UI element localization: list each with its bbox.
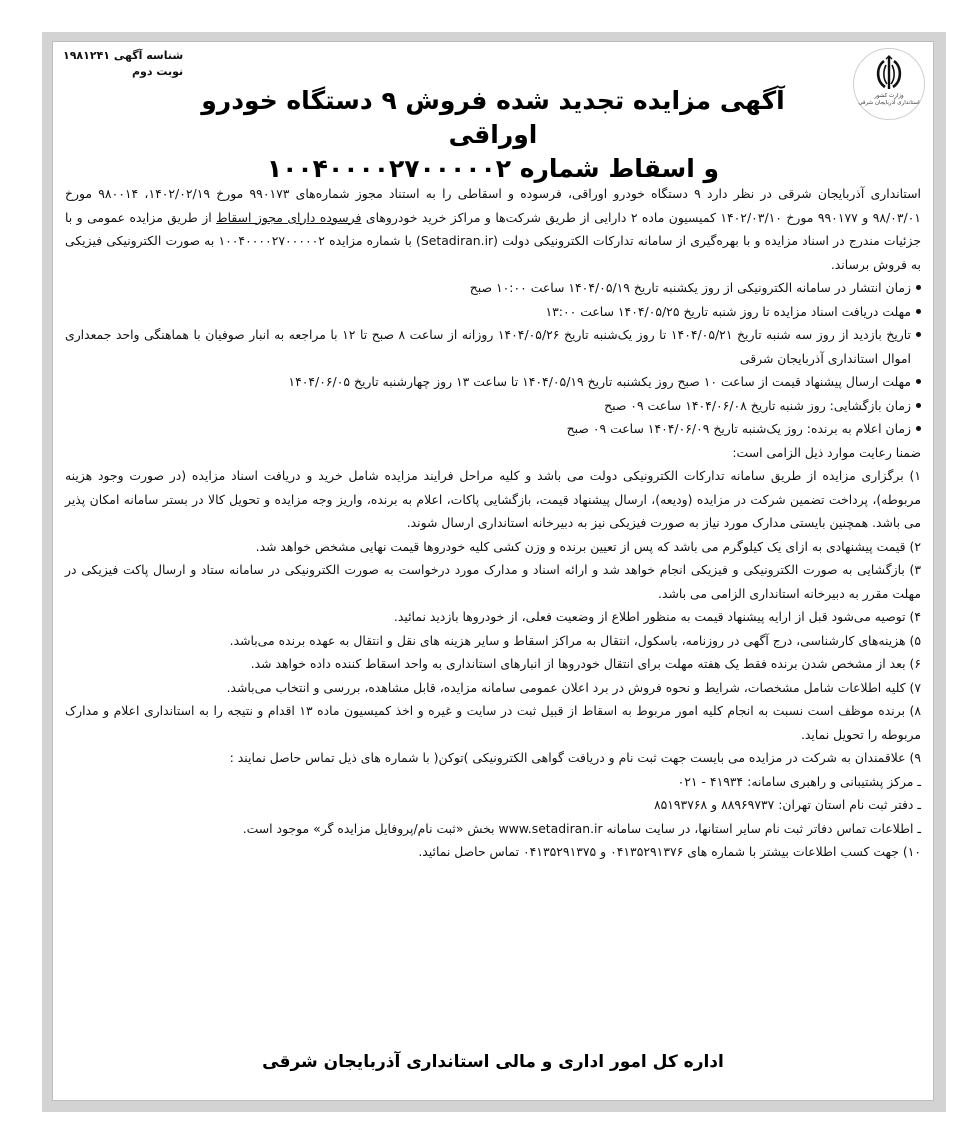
- condition-item: ۴) توصیه می‌شود قبل از ارایه پیشنهاد قیمت به منظور اطلاع از وضعیت فعلی، از خودروها بازدید نمائید.: [393, 609, 921, 624]
- contact-offices: ـ اطلاعات تماس دفاتر ثبت نام سایر استانها، در سایت سامانه www.setadiran.ir بخش «ثبت نام/پروفایل مزایده گر» موجود است.: [242, 820, 921, 836]
- condition-item: ۵) هزینه‌های کارشناسی، درج آگهی در روزنامه، باسکول، انتقال به مراکز اسقاط و سایر هزینه های نقل و انتقال به عهده برنده می‌باشد.: [229, 632, 921, 648]
- schedule-item: زمان اعلام به برنده: روز یک‌شنبه تاریخ ۱۴۰۴/۰۶/۰۹ ساعت ۰۹ صبح: [65, 417, 921, 441]
- contact-support: ـ مرکز پشتیبانی و راهبری سامانه: ۴۱۹۳۴ - ۰۲۱: [677, 773, 921, 789]
- schedule-item: مهلت دریافت اسناد مزایده تا روز شنبه تاریخ ۱۴۰۴/۰۵/۲۵ ساعت ۱۳:۰۰: [65, 300, 921, 324]
- condition-item: ۷) کلیه اطلاعات شامل مشخصات، شرایط و نحوه فروش در برد اعلان عمومی سامانه مزایده، قابل مشاهده، بررسی و انتخاب می‌باشد.: [226, 679, 921, 695]
- conditions-intro: ضمنا رعایت موارد ذیل الزامی است:: [732, 444, 921, 460]
- ad-body: [65, 182, 921, 864]
- intro-site: (Setadiran.ir): [416, 233, 498, 248]
- condition-item: ۱) برگزاری مزایده از طریق سامانه تدارکات الکترونیکی دولت می باشد و کلیه مراحل فرایند مزایده شامل خرید و دریافت اسناد مزایده (در صورت وجود هزینه مربوطه)، پرداخت تضمین شرکت در مزایده (ودیعه)، ارسال پیشنهاد قیمت، بازگشایی پاکات، اعلام به برنده، واریز وجه مزایده و تحویل کالا در بستر سامانه امکان پذیر می باشد. همچنین بایستی مدارک مورد نیاز به صورت فیزیکی نیز به دبیرخانه استانداری ارسال شوند.: [65, 468, 921, 530]
- setadiran-link[interactable]: www.setadiran.ir: [498, 820, 603, 836]
- condition-item: ۹) علاقمندان به شرکت در مزایده می بایست جهت ثبت نام و دریافت گواهی الکترونیکی )توکن( با شماره های ذیل تماس حاصل نمایند :: [229, 750, 921, 765]
- condition-item: ۸) برنده موظف است نسبت به انجام کلیه امور مربوط به اسقاط از قبیل ثبت در سایت و غیره و اخذ کمیسیون ماده ۱۳ اقدام و نتیجه را به استانداری اعلام و مدارک مربوطه را تحویل نماید.: [65, 703, 921, 742]
- intro-underlined: فرسوده دارای مجوز اسقاط: [216, 209, 362, 225]
- ad-id: شناسه آگهی ۱۹۸۱۲۴۱: [63, 49, 184, 62]
- schedule-item: زمان بازگشایی: روز شنبه تاریخ ۱۴۰۴/۰۶/۰۸ ساعت ۰۹ صبح: [65, 394, 921, 418]
- emblem-caption: وزارت کشور استانداری آذربایجان شرقی: [858, 93, 920, 106]
- advertisement-card: [52, 41, 934, 1101]
- title-line-1: آگهی مزایده تجدید شده فروش ۹ دستگاه خودرو اوراقی: [201, 86, 785, 149]
- condition-item: ۲) قیمت پیشنهادی به ازای یک کیلوگرم می باشد که پس از تعیین برنده و وزن کشی کلیه خودروها قیمت نهایی مشخص خواهد شد.: [255, 538, 921, 554]
- ad-meta: [63, 48, 183, 80]
- title-line-2: و اسقاط شماره ۱۰۰۴۰۰۰۰۲۷۰۰۰۰۰۲: [266, 154, 720, 183]
- ad-footer-signature: اداره کل امور اداری و مالی استانداری آذربایجان شرقی: [262, 1052, 724, 1072]
- schedule-item: زمان انتشار در سامانه الکترونیکی از روز یکشنبه تاریخ ۱۴۰۴/۰۵/۱۹ ساعت ۱۰:۰۰ صبح: [65, 276, 921, 300]
- emblem-icon: [873, 55, 905, 91]
- ad-round: نوبت دوم: [131, 65, 184, 78]
- schedule-list: [65, 276, 921, 441]
- schedule-item: تاریخ بازدید از روز سه شنبه تاریخ ۱۴۰۴/۰۵/۲۱ تا روز یک‌شنبه تاریخ ۱۴۰۴/۰۵/۲۶ روزانه از ساعت ۸ صبح تا ۱۲ با مراجعه به انبار صوفیان با هماهنگی واحد جمعداری اموال استانداری آذربایجان شرقی: [65, 323, 921, 370]
- intro-paragraph: استانداری آذربایجان شرقی در نظر دارد ۹ دستگاه خودرو اوراقی، فرسوده و اسقاطی را به استناد مجوز شماره‌های ۹۹۰۱۷۳ مورخ ۱۴۰۲/۰۲/۱۹، ۹۸۰۰۱۴ مورخ ۹۸/۰۳/۰۱ و ۹۹۰۱۷۷ مورخ ۱۴۰۲/۰۳/۱۰ کمیسیون ماده ۲ دارایی از طریق شرکت‌ها و مراکز خرید خودروهای فرسوده دارای مجوز اسقاط از طریق مزایده عمومی و با جزئیات مندرج در اسناد مزایده و با بهره‌گیری از سامانه تدارکات الکترونیکی دولت (Setadiran.ir) با شماره مزایده ۱۰۰۴۰۰۰۰۲۷۰۰۰۰۰۲ به صورت الکترونیکی فیزیکی به فروش برساند.: [65, 186, 921, 272]
- contact-tehran: ـ دفتر ثبت نام استان تهران: ۸۸۹۶۹۷۳۷ و ۸۵۱۹۳۷۶۸: [653, 797, 921, 812]
- condition-item: ۶) بعد از مشخص شدن برنده فقط یک هفته مهلت برای انتقال خودروها از انبارهای استانداری به واحد اسقاط کننده داده خواهد شد.: [250, 656, 921, 671]
- condition-item-10: ۱۰) جهت کسب اطلاعات بیشتر با شماره های ۰۴۱۳۵۲۹۱۳۷۶ و ۰۴۱۳۵۲۹۱۳۷۵ تماس حاصل نمائید.: [418, 844, 921, 859]
- condition-item: ۳) بازگشایی به صورت الکترونیکی و فیزیکی انجام خواهد شد و ارائه اسناد و مدارک مورد درخواست به صورت الکترونیکی در سامانه ستاد و ارسال پاکت فیزیکی در مهلت مقرر به دبیرخانه استانداری الزامی می باشد.: [65, 562, 921, 601]
- ad-title: [163, 84, 823, 186]
- schedule-item: مهلت ارسال پیشنهاد قیمت از ساعت ۱۰ صبح روز یکشنبه تاریخ ۱۴۰۴/۰۵/۱۹ تا ساعت ۱۳ روز چهارشنبه تاریخ ۱۴۰۴/۰۶/۰۵: [65, 370, 921, 394]
- iran-emblem-logo: [853, 48, 925, 120]
